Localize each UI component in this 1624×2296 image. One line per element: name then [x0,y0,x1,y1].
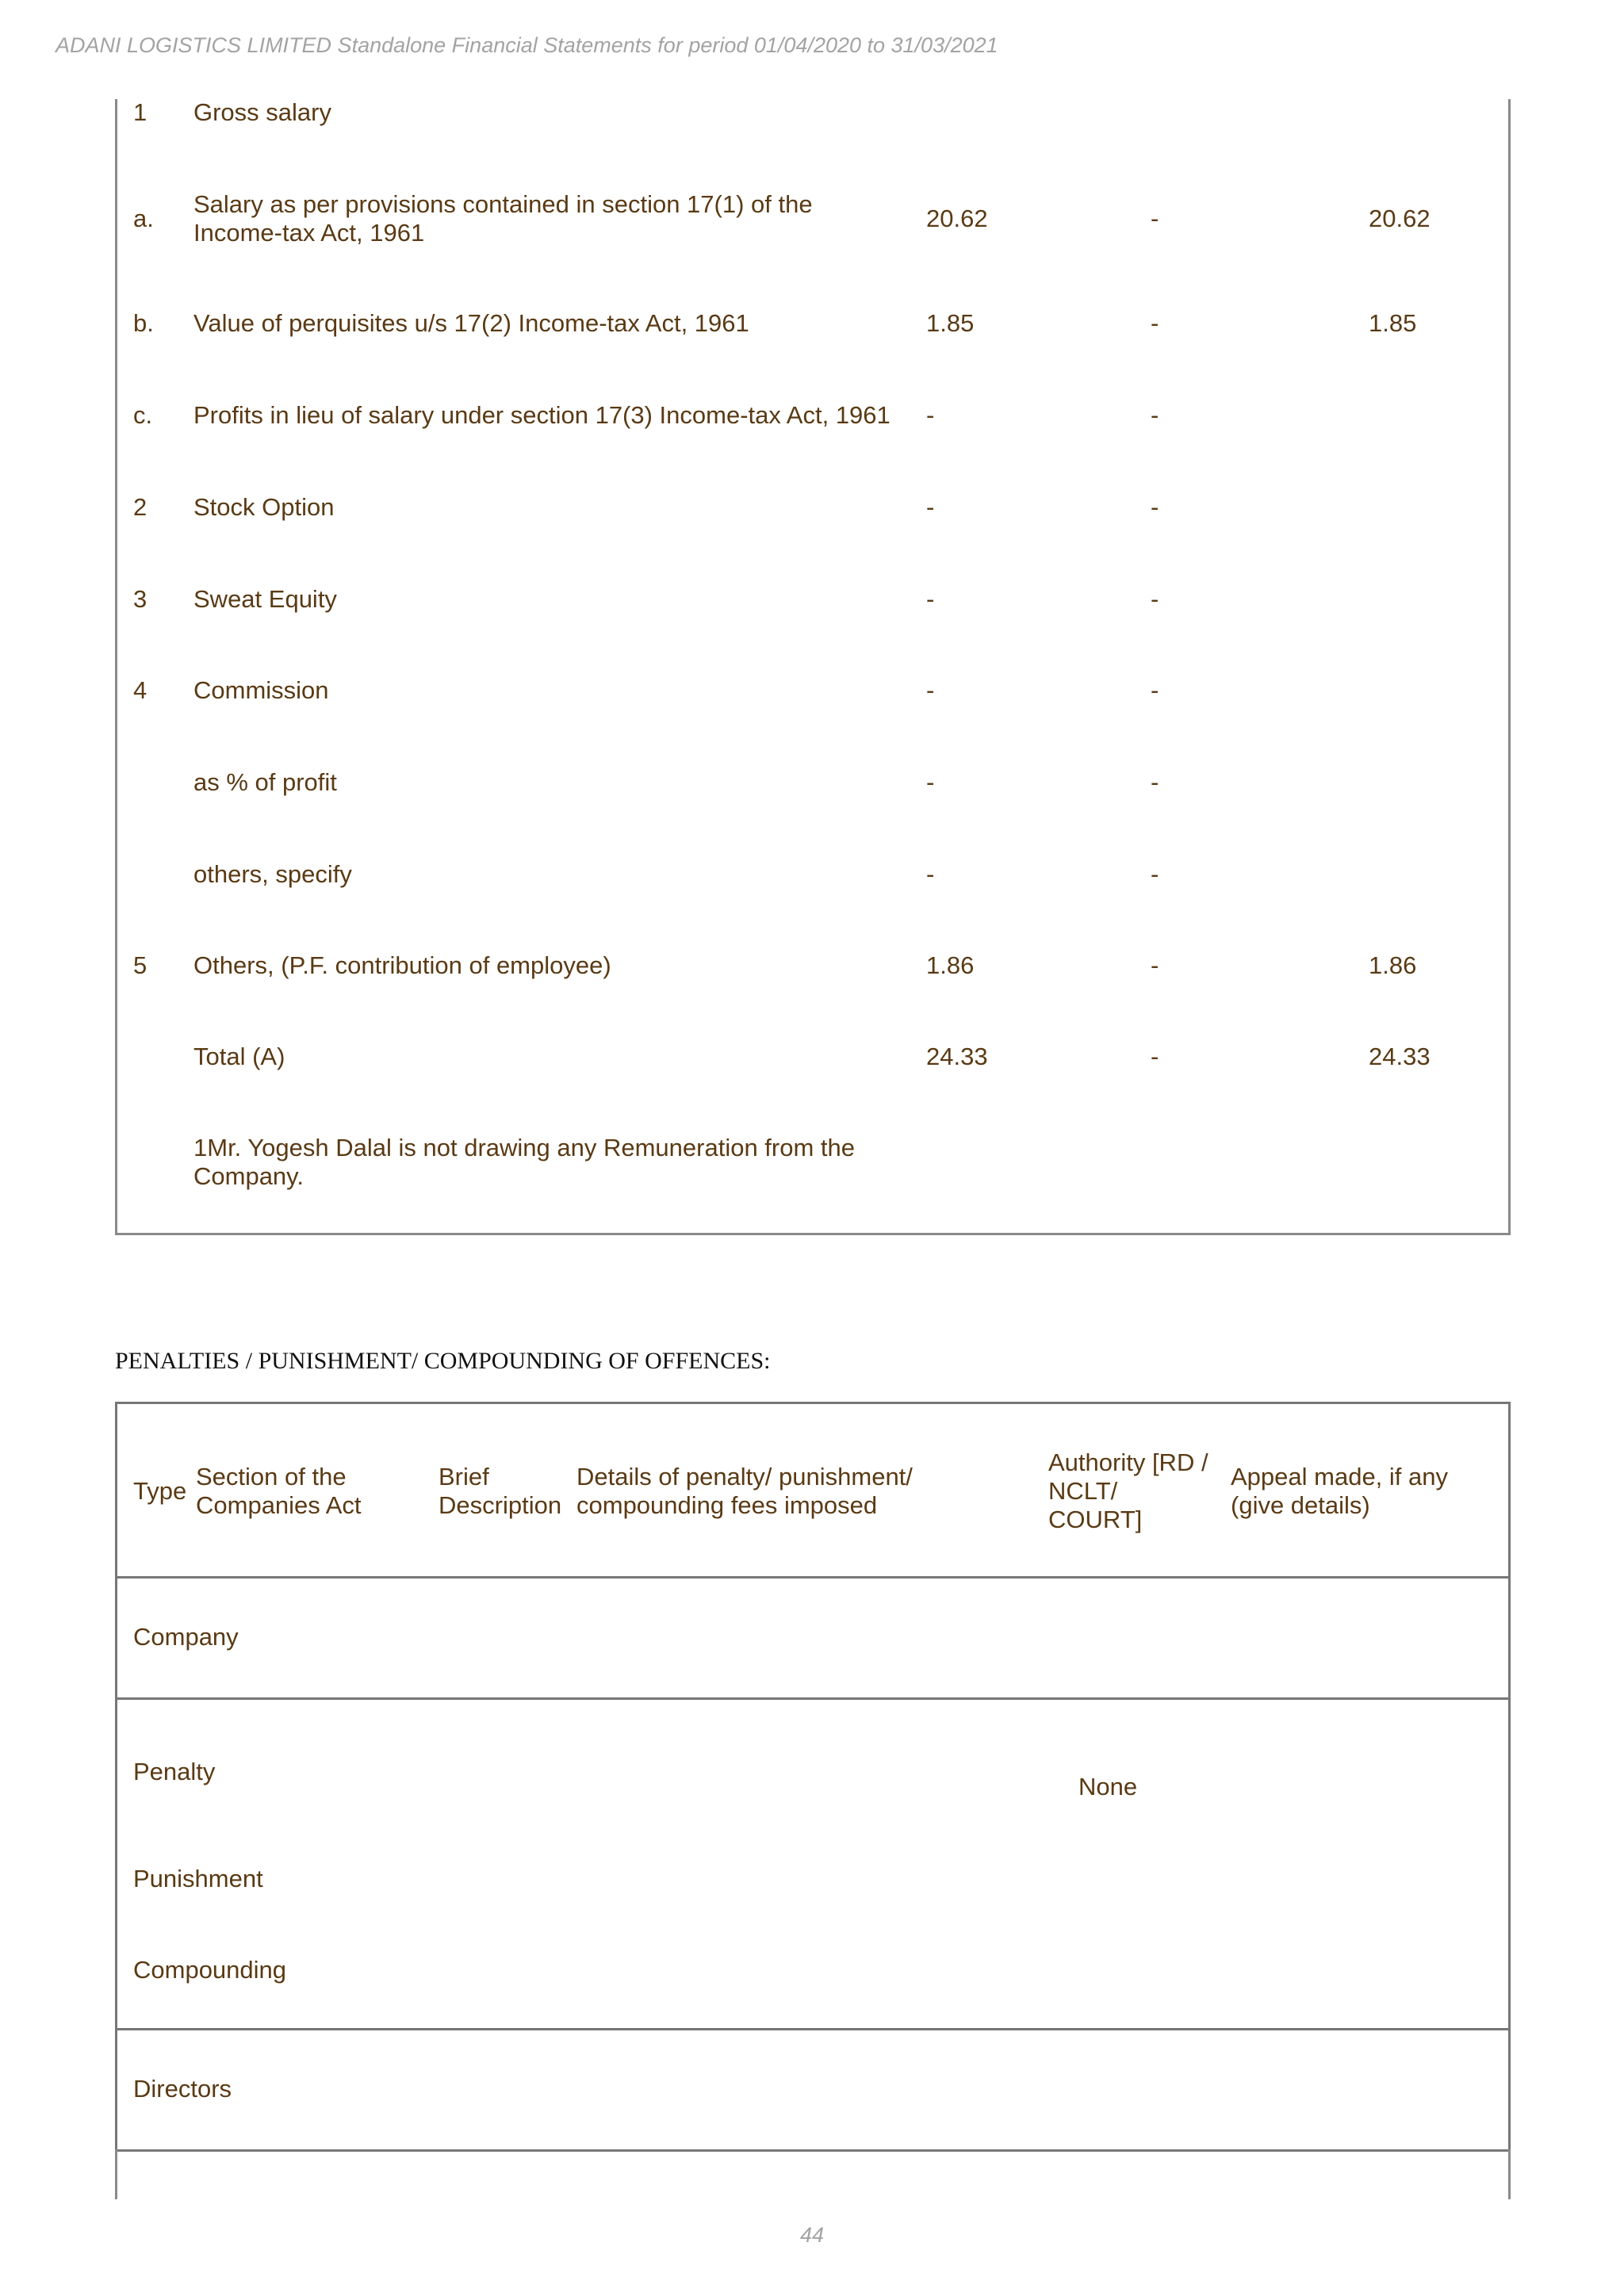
penalties-company-row [115,1576,1511,1700]
penalty-label: Penalty [133,1758,216,1785]
page-number: 44 [799,2223,825,2247]
table-footnote: 1Mr. Yogesh Dalal is not drawing any Remuneration from the Company. [193,1134,856,1190]
table-right-border [1508,99,1511,1235]
row-value-1: - [926,493,935,521]
row-total: 24.33 [1369,1043,1431,1070]
row-particular: Sweat Equity [193,585,337,613]
row-particular: Gross salary [193,98,331,126]
penalties-header-row [115,1402,1511,1578]
row-number: 4 [133,676,147,704]
header-brief: Brief Description [439,1463,562,1519]
row-particular: others, specify [193,860,352,888]
row-number: a. [133,205,154,232]
penalties-title: PENALTIES / PUNISHMENT/ COMPOUNDING OF OFFENCES: [115,1348,771,1374]
penalties-directors-row [115,2028,1511,2152]
row-particular: as % of profit [193,768,337,796]
table-bottom-border [115,1233,1511,1235]
penalties-details-row [115,1697,1511,2030]
row-particular: Profits in lieu of salary under section 17(3) Income-tax Act, 1961 [193,401,891,429]
document-header: ADANI LOGISTICS LIMITED Standalone Financial Statements for period 01/04/2020 to 31/03/2021 [56,33,998,57]
table-left-border [115,99,117,1235]
row-particular: Total (A) [193,1043,285,1070]
directors-label: Directors [133,2075,232,2103]
table-right-border [1508,2149,1511,2199]
row-value-2: - [1151,401,1159,429]
row-particular: Stock Option [193,493,335,521]
row-particular: Value of perquisites u/s 17(2) Income-tax Act, 1961 [193,309,749,337]
row-value-1: 1.86 [926,951,975,979]
row-value-2: - [1151,585,1159,613]
none-value: None [1078,1773,1138,1800]
row-number: 1 [133,98,147,126]
row-particular: Salary as per provisions contained in section 17(1) of the Income-tax Act, 1961 [193,190,813,247]
row-particular: Commission [193,676,329,704]
row-value-1: - [926,768,935,796]
row-value-2: - [1151,860,1159,888]
header-details: Details of penalty/ punishment/ compounding fees imposed [576,1463,913,1519]
row-value-1: 24.33 [926,1043,988,1070]
row-value-2: - [1151,768,1159,796]
row-value-2: - [1151,676,1159,704]
row-value-2: - [1151,493,1159,521]
row-number: b. [133,309,154,337]
row-value-2: - [1151,309,1159,337]
row-particular: Others, (P.F. contribution of employee) [193,951,611,979]
row-value-2: - [1151,1043,1159,1070]
row-value-1: 20.62 [926,205,988,232]
header-appeal: Appeal made, if any (give details) [1231,1463,1449,1519]
row-total: 20.62 [1369,205,1431,232]
header-authority: Authority [RD / NCLT/ COURT] [1048,1448,1208,1533]
header-type: Type [133,1477,187,1505]
row-value-2: - [1151,205,1159,232]
table-left-border [115,2149,117,2199]
row-value-2: - [1151,951,1159,979]
row-number: 3 [133,585,147,613]
row-number: c. [133,401,153,429]
company-label: Company [133,1623,239,1651]
compounding-label: Compounding [133,1956,287,1984]
row-value-1: 1.85 [926,309,975,337]
row-value-1: - [926,860,935,888]
row-number: 2 [133,493,147,521]
header-section: Section of the Companies Act [196,1463,362,1519]
row-total: 1.86 [1369,951,1417,979]
row-value-1: - [926,676,935,704]
row-total: 1.85 [1369,309,1417,337]
row-number: 5 [133,951,147,979]
punishment-label: Punishment [133,1865,263,1892]
row-value-1: - [926,401,935,429]
row-value-1: - [926,585,935,613]
